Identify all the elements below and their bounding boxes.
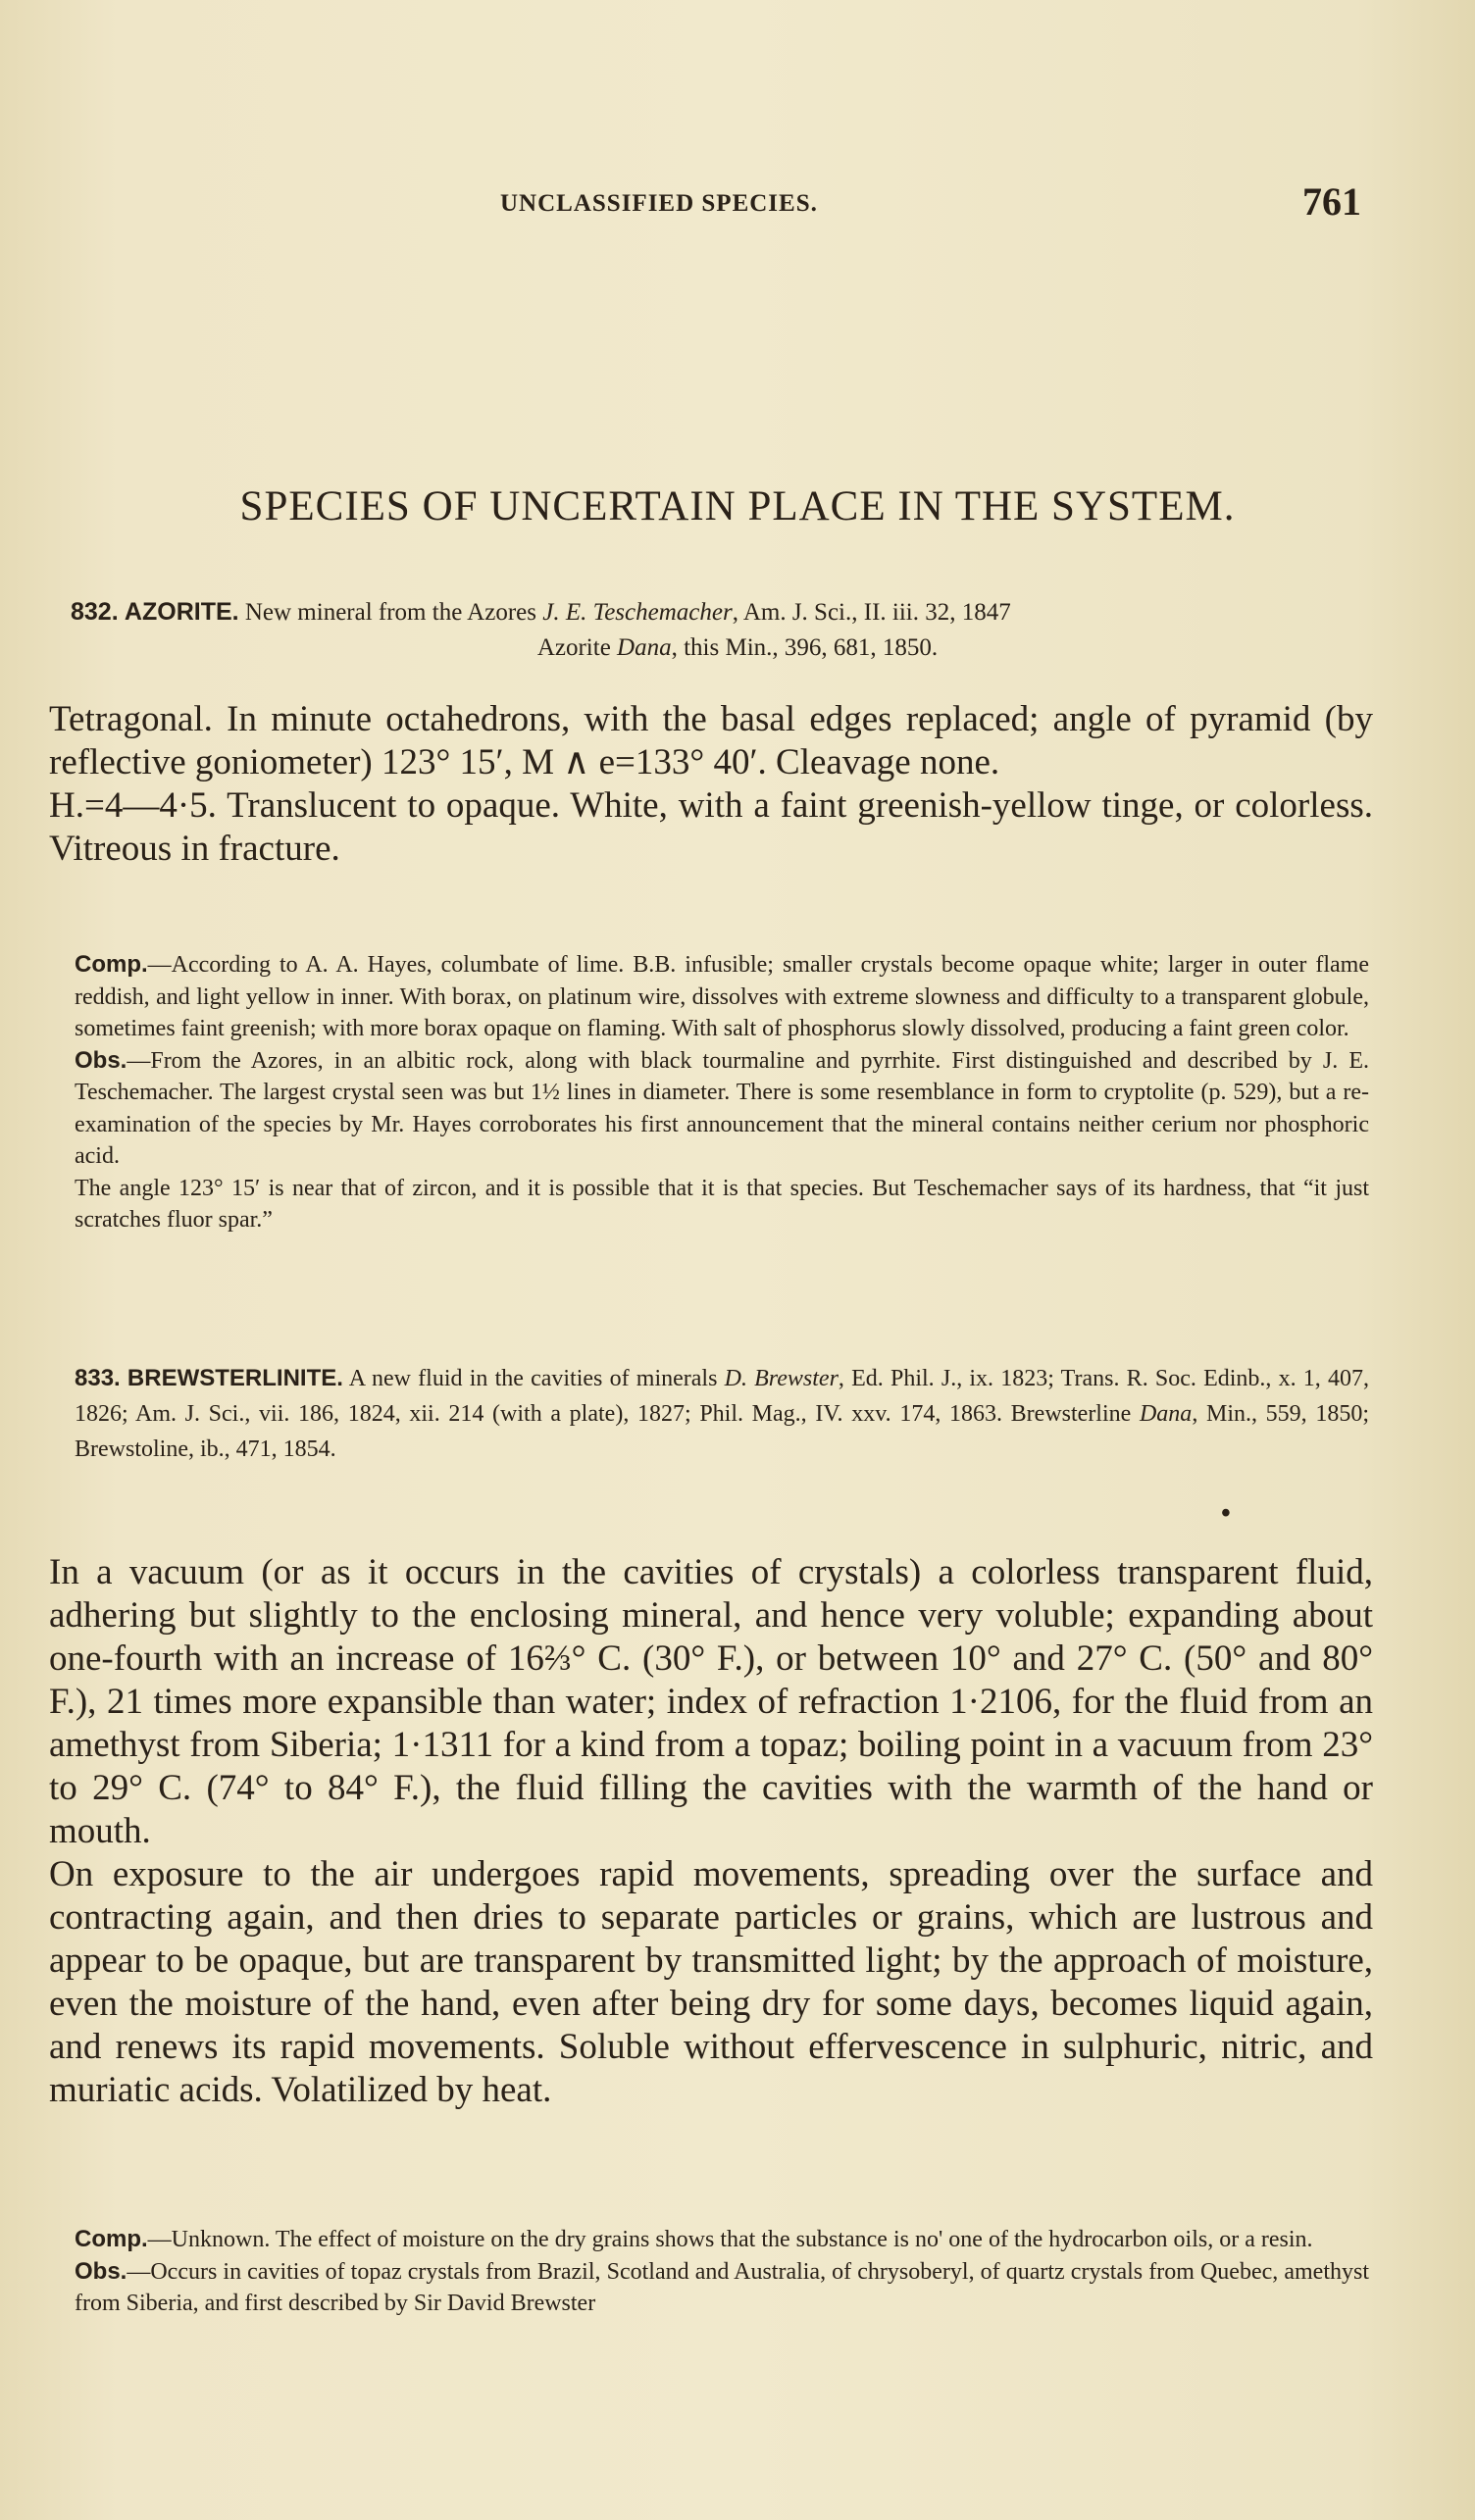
azorite-comp bbox=[75, 949, 1369, 1045]
brewsterlinite-number: 833. bbox=[75, 1365, 121, 1391]
azorite-ref2-a: Azorite bbox=[536, 634, 618, 661]
running-header bbox=[0, 178, 1475, 237]
azorite-ref1-a: New mineral from the Azores bbox=[244, 599, 543, 626]
brewsterlinite-ref bbox=[75, 1361, 1369, 1467]
brewsterlinite-ref-c: , Min., 559, 1850; Brewstoline, ib., 471, 1854. bbox=[75, 1401, 1369, 1462]
azorite-obs-text: —From the Azores, in an albitic rock, along with black tourmaline and pyrrhite. First distinguished and described by J. E. Teschemacher. The largest crystal seen was but 1½ lines in diameter. There is some resemblance in form to cryptolite (p. 529), but a re-examination of the species by Mr. Hayes corroborates his first announcement that the mineral contains neither cerium nor phosphoric acid. bbox=[75, 1047, 1369, 1169]
azorite-desc-1: Tetragonal. In minute octahedrons, with the basal edges replaced; angle of pyramid (by reflective goniometer) 123° 15′, M ∧ e=133° 40′. Cleavage none. bbox=[49, 699, 1373, 782]
azorite-description bbox=[49, 698, 1373, 871]
brewsterlinite-obs-text: —Occurs in cavities of topaz crystals from Brazil, Scotland and Australia, of chrysoberyl, of quartz crystals from Quebec, amethyst from Siberia, and first described by Sir David Brewster bbox=[75, 2258, 1369, 2316]
azorite-heading bbox=[71, 594, 1365, 666]
brewsterlinite-ref-author2: Dana bbox=[1139, 1401, 1193, 1427]
running-title: UNCLASSIFIED SPECIES. bbox=[500, 190, 818, 217]
bullet-mark: • bbox=[1221, 1498, 1231, 1529]
azorite-ref2 bbox=[71, 630, 1365, 666]
azorite-comp-text: —According to A. A. Hayes, columbate of lime. B.B. infusible; smaller crystals become opaque white; larger in outer flame reddish, and light yellow in inner. With borax, on platinum wire, dissolves with extreme slowness and difficulty to a transparent globule, sometimes faint greenish; with more borax opaque on flaming. With salt of phosphorus slowly dissolved, producing a faint green color. bbox=[75, 952, 1369, 1041]
azorite-ref1-author: J. E. Teschemacher bbox=[542, 599, 733, 626]
azorite-comp-label: Comp. bbox=[75, 951, 148, 978]
azorite-angle-note: The angle 123° 15′ is near that of zircon, and it is possible that it is that species. But Teschemacher says of its hardness, that “it just scratches fluor spar.” bbox=[75, 1175, 1369, 1233]
brewsterlinite-ref-author: D. Brewster bbox=[724, 1366, 839, 1391]
azorite-name: AZORITE. bbox=[124, 598, 239, 626]
page-number: 761 bbox=[1302, 179, 1361, 224]
brewsterlinite-comp bbox=[75, 2224, 1369, 2256]
brewsterlinite-desc-1: In a vacuum (or as it occurs in the cavities of crystals) a colorless transparent fluid, adhering but slightly to the enclosing mineral, and hence very voluble; expanding about one-fourth with an increase of 16⅔° C. (30° F.), or between 10° and 27° C. (50° and 80° F.), 21 times more expansible than water; index of refraction 1·2106, for the fluid from an amethyst from Siberia; 1·1311 for a kind from a topaz; boiling point in a vacuum from 23° to 29° C. (74° to 84° F.), the fluid filling the cavities with the warmth of the hand or mouth. bbox=[49, 1552, 1373, 1851]
azorite-notes bbox=[75, 949, 1369, 1236]
brewsterlinite-desc-2: On exposure to the air undergoes rapid movements, spreading over the surface and contracting again, and then dries to separate particles or grains, which are lustrous and appear to be opaque, but are transparent by transmitted light; by the approach of moisture, even the moisture of the hand, even after being dry for some days, becomes liquid again, and renews its rapid movements. Soluble without effervescence in sulphuric, nitric, and muriatic acids. Volatilized by heat. bbox=[49, 1854, 1373, 2110]
section-title: SPECIES OF UNCERTAIN PLACE IN THE SYSTEM. bbox=[239, 483, 1236, 529]
brewsterlinite-ref-a: A new fluid in the cavities of minerals bbox=[342, 1366, 725, 1391]
azorite-ref2-b: , this Min., 396, 681, 1850. bbox=[671, 634, 939, 661]
brewsterlinite-name: BREWSTERLINITE. bbox=[127, 1365, 343, 1391]
brewsterlinite-comp-label: Comp. bbox=[75, 2226, 148, 2252]
brewsterlinite-obs-label: Obs. bbox=[75, 2257, 127, 2285]
azorite-obs-label: Obs. bbox=[75, 1046, 127, 1074]
azorite-obs bbox=[75, 1045, 1369, 1173]
azorite-ref2-author: Dana bbox=[617, 634, 672, 661]
azorite-desc-2: H.=4—4·5. Translucent to opaque. White, with a faint greenish-yellow tinge, or colorless. Vitreous in fracture. bbox=[49, 785, 1373, 869]
brewsterlinite-comp-text: —Unknown. The effect of moisture on the dry grains shows that the substance is no' one of the hydrocarbon oils, or a resin. bbox=[147, 2227, 1313, 2252]
brewsterlinite-ref-b: , Ed. Phil. J., ix. 1823; Trans. R. Soc. Edinb., x. 1, 407, 1826; Am. J. Sci., vii. 186, 1824, xii. 214 (with a plate), 1827; Phil. Mag., IV. xxv. 174, 1863. Brewsterline bbox=[75, 1366, 1370, 1427]
azorite-number: 832. bbox=[71, 598, 119, 626]
brewsterlinite-description bbox=[49, 1551, 1373, 2112]
brewsterlinite-heading bbox=[75, 1361, 1369, 1467]
brewsterlinite-obs bbox=[75, 2256, 1369, 2320]
azorite-ref1-b: , Am. J. Sci., II. iii. 32, 1847 bbox=[732, 599, 1011, 626]
brewsterlinite-notes bbox=[75, 2224, 1369, 2320]
